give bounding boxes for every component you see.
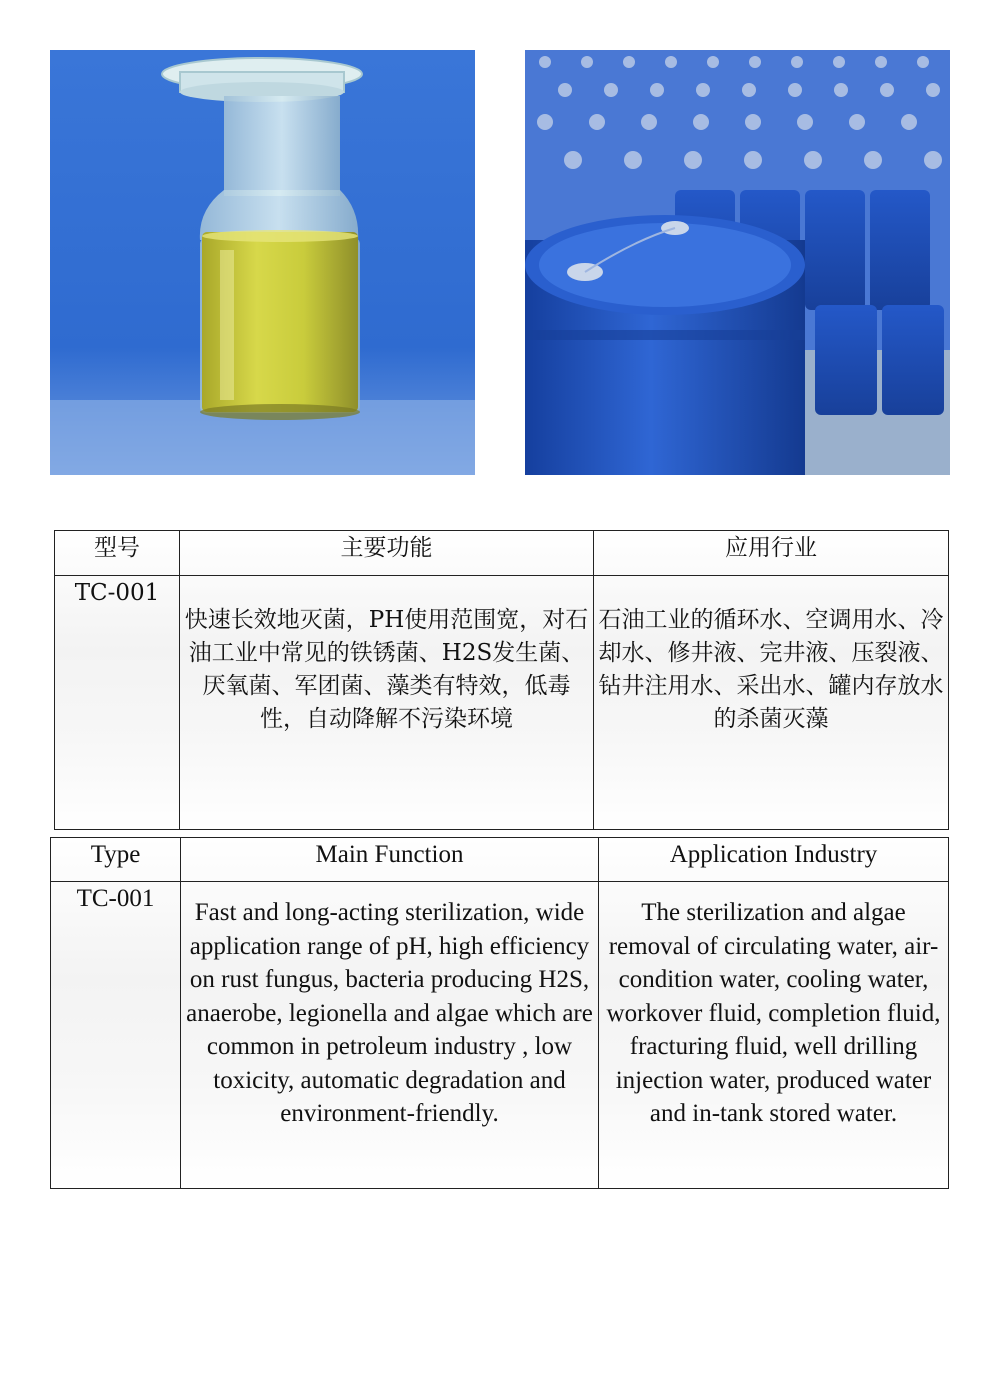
drums-photo (525, 50, 950, 475)
cell-main-function: 快速长效地灭菌，PH使用范围宽，对石油工业中常见的铁锈菌、H2S发生菌、厌氧菌、军团菌、藻类有特效，低毒性，自动降解不污染环境 (180, 576, 594, 830)
spec-table-english (50, 837, 949, 1189)
table-header-row (55, 531, 949, 576)
header-main-function: 主要功能 (180, 531, 594, 576)
header-main-function: Main Function (181, 838, 599, 882)
drums-image (525, 50, 950, 475)
cell-type: TC-001 (55, 576, 180, 830)
header-type: Type (51, 838, 181, 882)
bottle-photo (50, 50, 475, 475)
table-row (55, 576, 949, 830)
cell-type: TC-001 (51, 882, 181, 1189)
header-type: 型号 (55, 531, 180, 576)
table-row (51, 882, 949, 1189)
spec-table-chinese (54, 530, 949, 830)
cell-main-function: Fast and long-acting sterilization, wide application range of pH, high efficiency on rust fungus, bacteria producing H2S, anaerobe, legionella and algae which are common in petroleum industry , low toxicity, automatic degradation and environment-friendly. (181, 882, 599, 1189)
header-application-industry: Application Industry (599, 838, 949, 882)
header-application-industry: 应用行业 (594, 531, 949, 576)
cell-application-industry: The sterilization and algae removal of circulating water, air-condition water, cooling water, workover fluid, completion fluid, fracturing fluid, well drilling injection water, produced water and in-tank stored water. (599, 882, 949, 1189)
bottle-image (50, 50, 475, 475)
cell-application-industry: 石油工业的循环水、空调用水、冷却水、修井液、完井液、压裂液、钻井注用水、采出水、罐内存放水的杀菌灭藻 (594, 576, 949, 830)
table-header-row (51, 838, 949, 882)
